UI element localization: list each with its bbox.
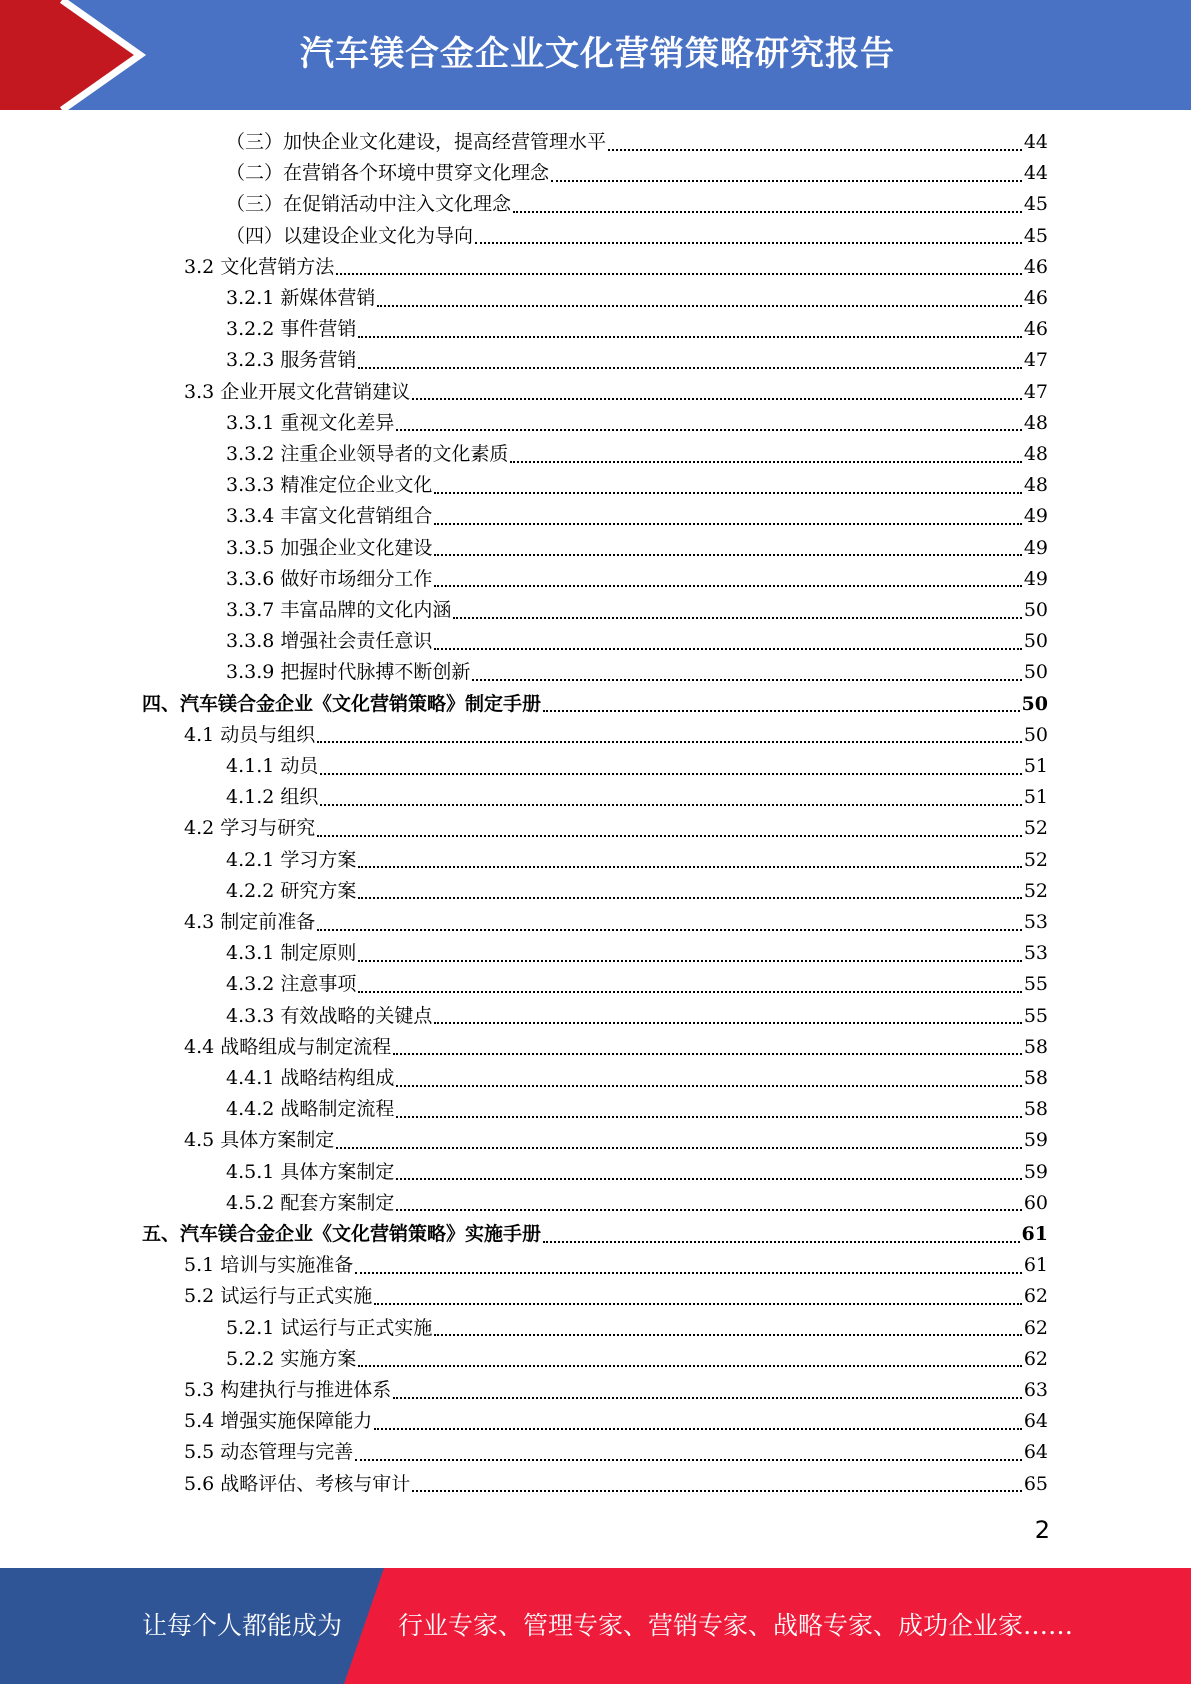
toc-dot-leader [396,429,1021,431]
toc-entry-page: 52 [1023,879,1048,902]
toc-dot-leader [434,1022,1021,1024]
toc-entry-title: 五、汽车镁合金企业《文化营销策略》实施手册 [142,1223,542,1245]
toc-dot-leader [355,1272,1022,1274]
toc-entry-title: 4.5.2 配套方案制定 [226,1191,395,1214]
toc-entry-title: 4.4.2 战略制定流程 [226,1098,395,1121]
toc-entry-page: 59 [1023,1160,1048,1183]
toc-dot-leader [396,1178,1021,1180]
toc-entry-page: 59 [1023,1129,1048,1152]
toc-entry[interactable] [226,408,1048,439]
toc-entry-title: （三）加快企业文化建设，提高经营管理水平 [226,131,607,153]
toc-entry-page: 61 [1021,1223,1048,1245]
toc-entry-title: 四、汽车镁合金企业《文化营销策略》制定手册 [142,692,542,715]
toc-entry-page: 47 [1023,349,1048,372]
toc-entry-title: 5.5 动态管理与完善 [184,1441,354,1464]
toc-entry[interactable] [226,595,1048,626]
toc-dot-leader [336,273,1022,275]
toc-dot-leader [453,617,1021,619]
toc-dot-leader [358,897,1021,899]
toc-entry-title: 3.2.2 事件营销 [226,318,357,341]
toc-entry-page: 49 [1023,505,1048,528]
toc-entry-page: 58 [1023,1035,1048,1058]
toc-entry[interactable] [226,314,1048,345]
toc-dot-leader [434,523,1021,525]
toc-entry[interactable] [226,751,1048,782]
toc-entry-title: 5.2 试运行与正式实施 [184,1285,373,1308]
toc-entry-page: 51 [1023,786,1048,809]
toc-entry-page: 62 [1023,1347,1048,1370]
toc-dot-leader [377,305,1021,307]
toc-entry[interactable] [226,782,1048,813]
toc-entry-page: 65 [1023,1472,1048,1495]
toc-entry-page: 50 [1023,723,1048,746]
toc-entry-title: 4.3.2 注意事项 [226,973,357,996]
toc-entry[interactable] [184,1032,1048,1063]
toc-entry[interactable] [226,1313,1048,1344]
toc-entry[interactable] [226,969,1048,1000]
toc-dot-leader [393,1397,1022,1399]
page-header [0,0,1191,110]
toc-dot-leader [434,554,1021,556]
toc-dot-leader [543,710,1020,712]
toc-entry-page: 53 [1023,911,1048,933]
toc-entry[interactable] [226,221,1048,252]
toc-dot-leader [510,461,1021,463]
toc-dot-leader [396,1085,1021,1087]
toc-dot-leader [472,679,1021,681]
toc-entry-title: 3.3 企业开展文化营销建议 [184,380,411,403]
toc-dot-leader [317,835,1022,837]
toc-entry-title: 3.3.8 增强社会责任意识 [226,630,433,653]
toc-entry-page: 62 [1023,1316,1048,1339]
toc-dot-leader [412,398,1022,400]
toc-entry-title: 4.3.1 制定原则 [226,942,357,965]
toc-dot-leader [358,991,1021,993]
toc-entry-title: 4.4.1 战略结构组成 [226,1067,395,1089]
toc-dot-leader [355,1459,1022,1461]
toc-entry-page: 47 [1023,380,1048,403]
toc-entry[interactable] [226,283,1048,314]
toc-entry-title: （四）以建设企业文化为导向 [226,224,474,247]
toc-dot-leader [320,804,1021,806]
toc-entry-title: 3.3.1 重视文化差异 [226,411,395,434]
toc-entry[interactable] [226,501,1048,532]
toc-entry-page: 50 [1021,692,1048,715]
toc-entry-title: 5.6 战略评估、考核与审计 [184,1472,411,1495]
toc-entry-page: 63 [1023,1379,1048,1401]
toc-dot-leader [412,1490,1022,1492]
toc-entry-page: 58 [1023,1067,1048,1089]
toc-entry-page: 45 [1023,193,1048,216]
toc-entry-page: 60 [1023,1191,1048,1214]
toc-entry-page: 61 [1023,1254,1048,1277]
toc-entry[interactable] [226,158,1048,189]
toc-entry[interactable] [184,1437,1048,1468]
toc-entry-title: 3.3.7 丰富品牌的文化内涵 [226,599,452,621]
toc-entry-title: 3.3.2 注重企业领导者的文化素质 [226,443,509,465]
toc-entry-title: 3.3.5 加强企业文化建设 [226,536,433,559]
toc-entry-title: 4.5 具体方案制定 [184,1129,335,1152]
toc-dot-leader [434,492,1021,494]
toc-entry[interactable] [184,907,1048,938]
toc-entry-title: （三）在促销活动中注入文化理念 [226,193,512,216]
toc-entry-page: 64 [1023,1441,1048,1464]
toc-entry-page: 52 [1023,848,1048,871]
toc-entry[interactable] [226,127,1048,158]
toc-entry-title: 3.3.3 精准定位企业文化 [226,474,433,497]
toc-dot-leader [358,336,1021,338]
page-number: 2 [1034,1516,1050,1544]
toc-dot-leader [317,741,1022,743]
toc-entry[interactable] [226,845,1048,876]
toc-entry[interactable] [226,1094,1048,1125]
toc-entry[interactable] [184,1250,1048,1281]
toc-dot-leader [336,1147,1022,1149]
toc-entry-title: 4.1.1 动员 [226,755,319,777]
toc-entry-page: 58 [1023,1098,1048,1121]
toc-entry-title: 5.3 构建执行与推进体系 [184,1379,392,1401]
toc-entry-title: 5.2.1 试运行与正式实施 [226,1316,433,1339]
toc-entry-page: 50 [1023,599,1048,621]
toc-entry-title: 4.5.1 具体方案制定 [226,1160,395,1183]
toc-entry-page: 50 [1023,661,1048,684]
toc-entry[interactable] [226,626,1048,657]
toc-entry[interactable] [226,533,1048,564]
toc-entry-title: 3.2.1 新媒体营销 [226,287,376,309]
toc-entry[interactable] [226,439,1048,470]
toc-dot-leader [543,1241,1020,1243]
toc-entry[interactable] [184,1375,1048,1406]
toc-entry-page: 62 [1023,1285,1048,1308]
toc-entry[interactable] [184,813,1048,844]
toc-entry[interactable] [226,470,1048,501]
toc-entry[interactable] [184,1406,1048,1437]
toc-entry[interactable] [184,1281,1048,1312]
toc-entry[interactable] [226,1188,1048,1219]
toc-entry[interactable] [226,1001,1048,1032]
toc-entry-title: 4.2.2 研究方案 [226,879,357,902]
toc-dot-leader [374,1428,1022,1430]
toc-dot-leader [358,1365,1021,1367]
toc-dot-leader [358,866,1021,868]
toc-dot-leader [358,367,1021,369]
toc-dot-leader [475,242,1022,244]
toc-dot-leader [374,1303,1022,1305]
toc-entry-title: 4.2.1 学习方案 [226,848,357,871]
toc-entry[interactable] [226,876,1048,907]
toc-entry-page: 44 [1023,131,1048,153]
toc-entry-page: 49 [1023,567,1048,590]
toc-entry-title: 5.2.2 实施方案 [226,1347,357,1370]
toc-entry-page: 55 [1023,1004,1048,1027]
toc-dot-leader [396,1116,1021,1118]
toc-entry-page: 46 [1023,287,1048,309]
toc-entry[interactable] [226,1344,1048,1375]
toc-dot-leader [358,960,1021,962]
toc-entry-title: 3.2.3 服务营销 [226,349,357,372]
toc-entry[interactable] [184,377,1048,408]
toc-entry-page: 49 [1023,536,1048,559]
toc-entry[interactable] [184,1469,1048,1500]
toc-entry[interactable] [226,345,1048,376]
toc-entry-page: 52 [1023,817,1048,840]
document-title: 汽车镁合金企业文化营销策略研究报告 [300,34,895,74]
toc-entry-page: 51 [1023,755,1048,777]
toc-entry-title: 4.1 动员与组织 [184,723,316,746]
toc-entry-page: 48 [1023,474,1048,497]
toc-entry-page: 46 [1023,255,1048,278]
toc-dot-leader [434,648,1021,650]
toc-entry[interactable] [226,1157,1048,1188]
toc-dot-leader [551,180,1022,182]
page-footer [0,1568,1191,1684]
toc-entry[interactable] [184,252,1048,283]
toc-entry[interactable] [226,657,1048,688]
toc-entry-title: 3.3.9 把握时代脉搏不断创新 [226,661,471,684]
toc-dot-leader [320,773,1021,775]
toc-entry[interactable] [184,1125,1048,1156]
toc-entry-title: 3.3.6 做好市场细分工作 [226,567,433,590]
toc-dot-leader [434,1334,1021,1336]
toc-entry[interactable] [184,720,1048,751]
toc-entry-page: 48 [1023,443,1048,465]
toc-entry-title: 4.3.3 有效战略的关键点 [226,1004,433,1027]
toc-entry-page: 48 [1023,411,1048,434]
toc-entry-page: 46 [1023,318,1048,341]
toc-dot-leader [393,1053,1022,1055]
toc-dot-leader [396,1209,1021,1211]
toc-dot-leader [608,149,1022,151]
toc-dot-leader [317,929,1022,931]
toc-entry-title: 4.1.2 组织 [226,786,319,809]
toc-entry-title: 4.2 学习与研究 [184,817,316,840]
toc-entry-title: 5.1 培训与实施准备 [184,1254,354,1277]
toc-entry[interactable] [226,189,1048,220]
toc-dot-leader [513,211,1022,213]
toc-entry[interactable] [226,938,1048,969]
toc-entry-title: 4.3 制定前准备 [184,911,316,933]
toc-entry-page: 53 [1023,942,1048,965]
header-chevron-decoration [0,0,160,110]
toc-entry-title: 3.2 文化营销方法 [184,255,335,278]
toc-entry-title: （二）在营销各个环境中贯穿文化理念 [226,162,550,185]
toc-entry[interactable] [226,564,1048,595]
footer-tagline: 行业专家、管理专家、营销专家、战略专家、成功企业家…… [398,1611,1074,1640]
toc-entry-title: 4.4 战略组成与制定流程 [184,1035,392,1058]
toc-dot-leader [434,585,1021,587]
toc-entry[interactable] [142,689,1048,720]
toc-entry-page: 50 [1023,630,1048,653]
footer-slogan: 让每个人都能成为 [142,1611,343,1640]
toc-entry-page: 55 [1023,973,1048,996]
toc-entry-page: 64 [1023,1410,1048,1433]
toc-entry-page: 45 [1023,224,1048,247]
toc-entry-page: 44 [1023,162,1048,185]
toc-entry[interactable] [226,1063,1048,1094]
toc-entry[interactable] [142,1219,1048,1250]
toc-entry-title: 3.3.4 丰富文化营销组合 [226,505,433,528]
toc-entry-title: 5.4 增强实施保障能力 [184,1410,373,1433]
